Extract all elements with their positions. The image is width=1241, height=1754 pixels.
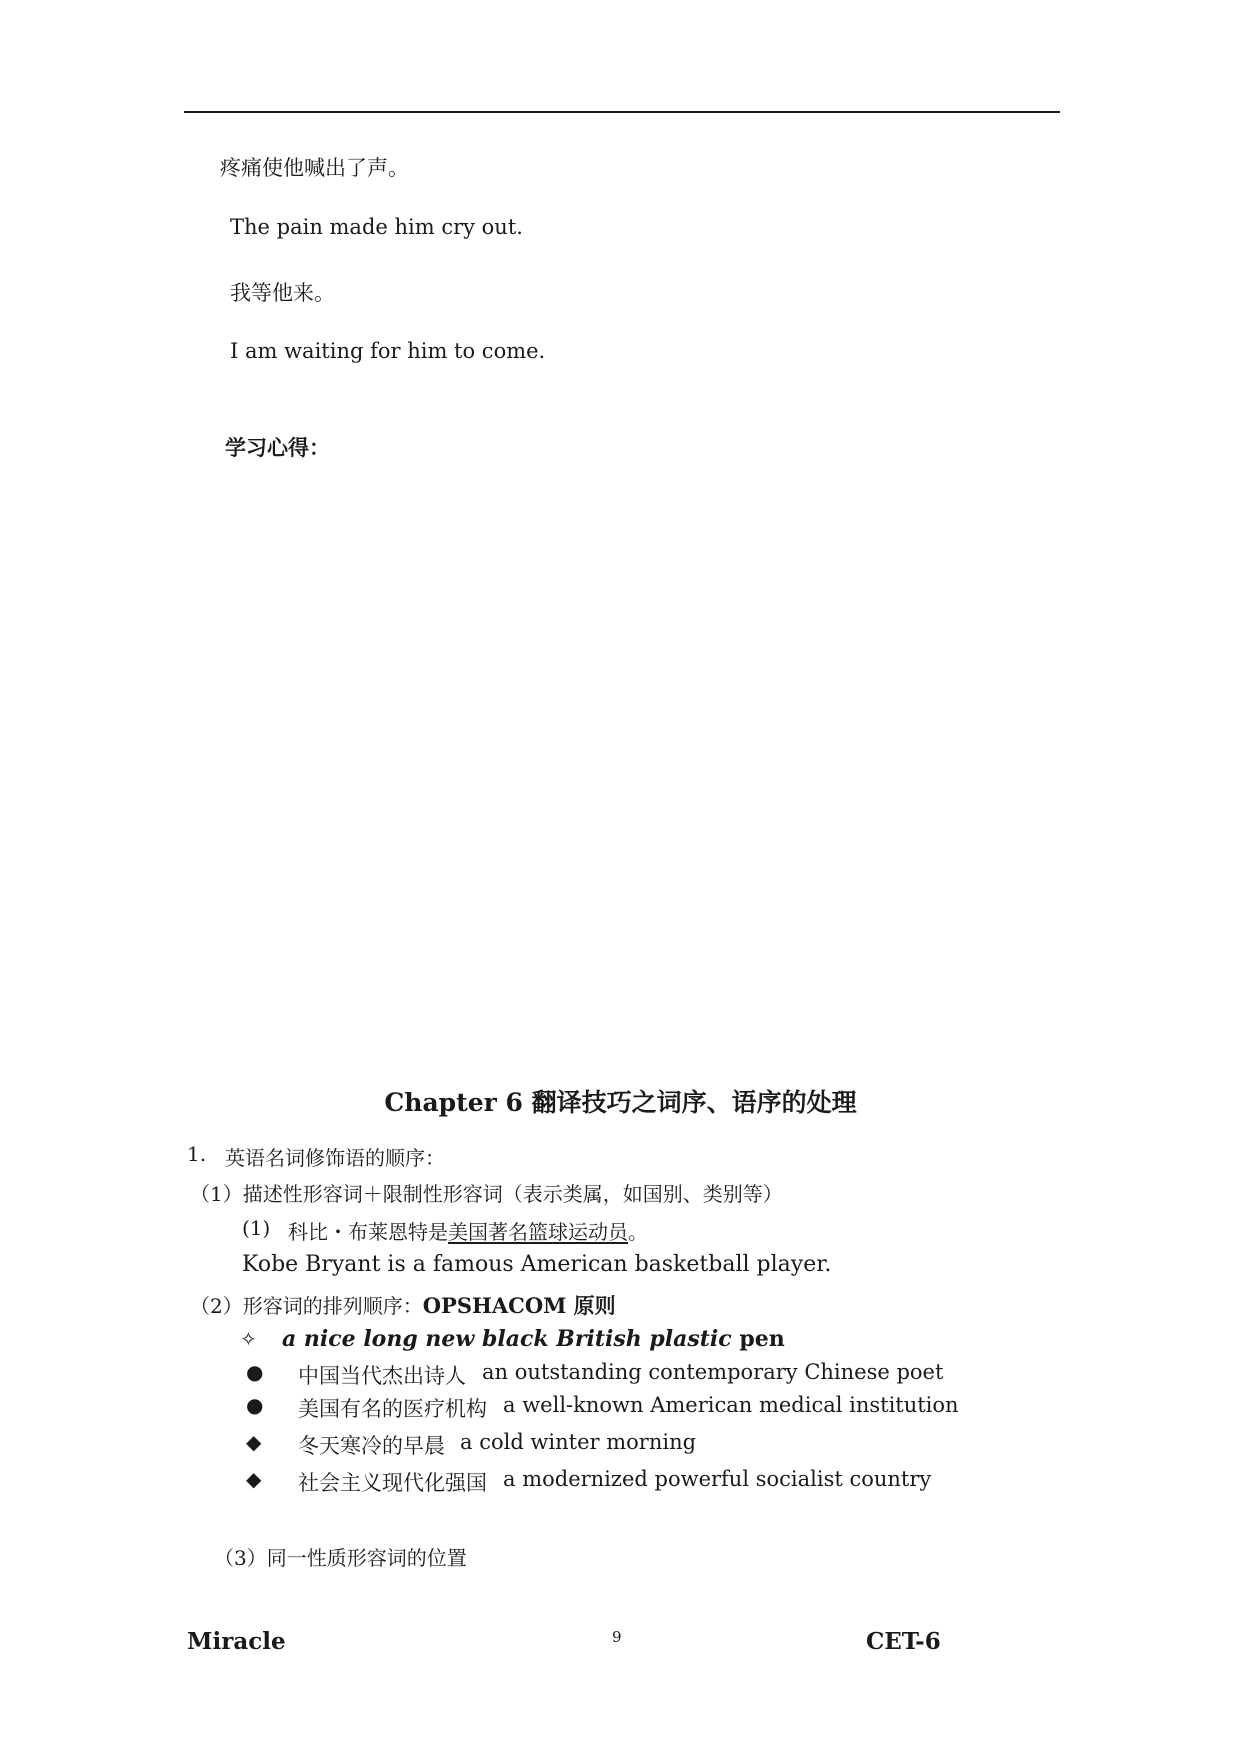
list-item-en: a well-known American medical institution (503, 1393, 959, 1417)
subsection-1-title: （1）描述性形容词＋限制性形容词（表示类属，如国别、类别等） (190, 1182, 783, 1206)
example-cn-2: 我等他来。 (230, 281, 335, 305)
list-item-cn: 中国当代杰出诗人 (298, 1364, 466, 1388)
section-1-title: 英语名词修饰语的顺序： (225, 1146, 445, 1170)
list-item-cn: 社会主义现代化强国 (298, 1471, 487, 1495)
example-cn-end: 。 (628, 1220, 648, 1244)
dot-bullet-icon: ● (246, 1393, 264, 1417)
example-cn-1: 疼痛使他喊出了声。 (220, 156, 409, 180)
example-cn-plain: 科比・布莱恩特是 (288, 1220, 448, 1244)
opshacom-rule: OPSHACOM 原则 (422, 1293, 616, 1318)
example-number: (1) (242, 1216, 271, 1240)
subsection-2-prefix: （2）形容词的排列顺序： (190, 1294, 423, 1318)
section-1-number: 1. (187, 1142, 207, 1166)
list-item-cn: 冬天寒冷的早晨 (298, 1434, 445, 1458)
footer-left: Miracle (187, 1628, 286, 1655)
chapter-title: Chapter 6 翻译技巧之词序、语序的处理 (384, 1088, 857, 1117)
diamond-bullet-icon: ◆ (246, 1430, 262, 1454)
star-bullet-icon: ✧ (240, 1327, 257, 1351)
list-item-en: a modernized powerful socialist country (503, 1467, 932, 1491)
adjective-noun: pen (731, 1326, 785, 1352)
adjective-sequence: a nice long new black British plastic (282, 1326, 732, 1352)
list-item-en: a cold winter morning (460, 1430, 697, 1454)
example-cn-underlined: 美国著名篮球运动员 (448, 1220, 628, 1244)
footer-right: CET-6 (866, 1628, 941, 1655)
adjective-order-example (282, 1326, 785, 1352)
diamond-bullet-icon: ◆ (246, 1467, 262, 1491)
subsection-3-title: （3）同一性质形容词的位置 (214, 1546, 467, 1570)
example-en-sentence: Kobe Bryant is a famous American basketball player. (242, 1252, 832, 1277)
subsection-2-title (190, 1290, 616, 1320)
example-en-2: I am waiting for him to come. (230, 339, 546, 363)
list-item-en: an outstanding contemporary Chinese poet (482, 1360, 944, 1384)
list-item-cn: 美国有名的医疗机构 (298, 1397, 487, 1421)
notes-heading: 学习心得： (225, 435, 330, 460)
header-rule (184, 111, 1060, 113)
example-cn-sentence (288, 1216, 648, 1245)
page-number: 9 (612, 1628, 622, 1646)
example-en-1: The pain made him cry out. (230, 215, 523, 239)
dot-bullet-icon: ● (246, 1360, 264, 1384)
